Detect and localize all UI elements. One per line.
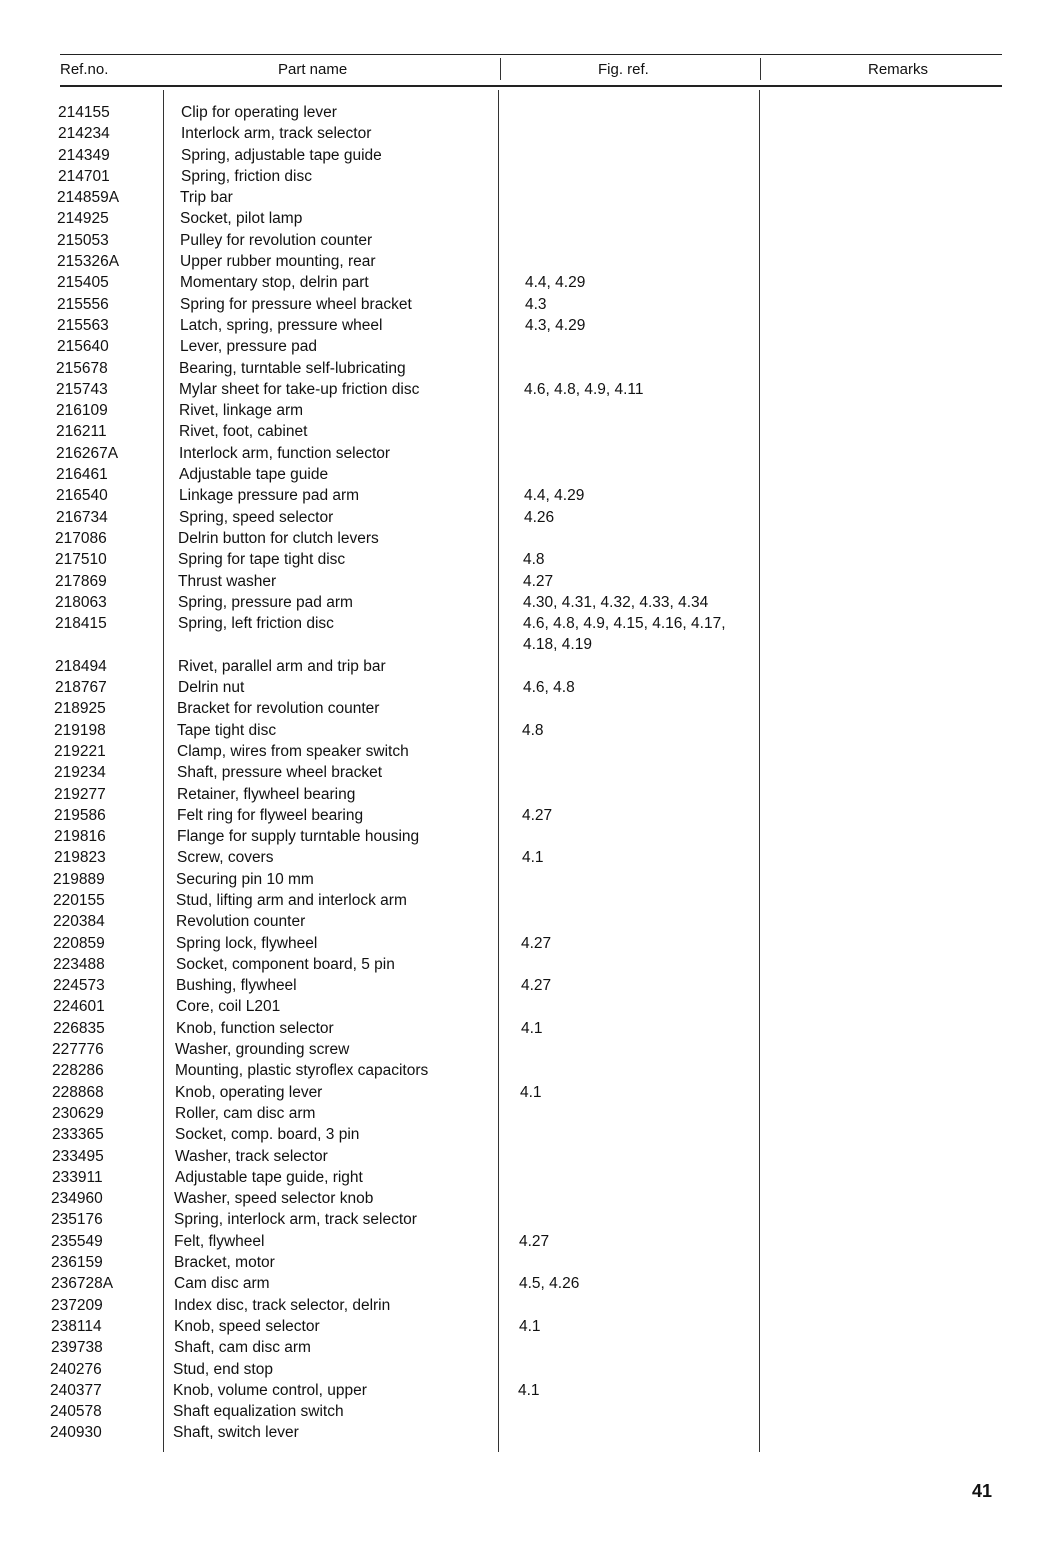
ref-cell: 215326A (57, 253, 120, 271)
part-name-cell: Bushing, flywheel (176, 977, 297, 995)
ref-cell: 218063 (55, 593, 107, 611)
ref-cell: 220384 (53, 913, 105, 931)
ref-cell: 236159 (51, 1254, 103, 1272)
part-name-cell: Upper rubber mounting, rear (180, 253, 376, 271)
part-name-cell: Socket, comp. board, 3 pin (175, 1126, 360, 1144)
part-name-cell: Washer, track selector (175, 1147, 328, 1165)
part-name-cell: Latch, spring, pressure wheel (180, 316, 383, 334)
part-name-cell: Index disc, track selector, delrin (174, 1296, 391, 1314)
table-row (0, 911, 1054, 932)
table-row (0, 805, 1054, 826)
table-row (0, 549, 1054, 570)
fig-ref-cell: 4.8 (522, 721, 544, 739)
table-row (0, 251, 1054, 272)
table-row (0, 272, 1054, 293)
table-row (0, 1252, 1054, 1273)
part-name-cell: Mylar sheet for take-up friction disc (179, 380, 420, 398)
fig-ref-cell: 4.6, 4.8, 4.9, 4.15, 4.16, 4.17, 4.18, 4.19 (523, 615, 726, 654)
ref-cell: 240377 (50, 1381, 102, 1399)
ref-cell: 214925 (57, 210, 109, 228)
part-name-cell: Rivet, foot, cabinet (179, 423, 308, 441)
table-row (0, 336, 1054, 357)
ref-cell: 235549 (51, 1232, 103, 1250)
ref-cell: 220155 (53, 891, 105, 909)
table-row (0, 720, 1054, 741)
ref-cell: 219198 (54, 721, 106, 739)
part-name-cell: Core, coil L201 (176, 998, 281, 1016)
ref-cell: 218415 (55, 615, 107, 633)
parts-table (0, 102, 1054, 1444)
ref-cell: 240578 (50, 1403, 102, 1421)
table-row (0, 208, 1054, 229)
part-name-cell: Shaft equalization switch (173, 1403, 344, 1421)
table-row (0, 1209, 1054, 1230)
part-name-cell: Felt ring for flyweel bearing (177, 806, 364, 824)
table-row (0, 592, 1054, 613)
table-row (0, 1060, 1054, 1081)
part-name-cell: Knob, operating lever (175, 1083, 323, 1101)
part-name-cell: Mounting, plastic styroflex capacitors (175, 1062, 429, 1080)
part-name-cell: Retainer, flywheel bearing (177, 785, 356, 803)
part-name-cell: Momentary stop, delrin part (180, 274, 369, 292)
table-row (0, 294, 1054, 315)
header-ref-no: Ref.no. (60, 61, 109, 78)
ref-cell: 214234 (58, 125, 110, 143)
part-name-cell: Roller, cam disc arm (175, 1104, 316, 1122)
ref-cell: 215405 (57, 274, 109, 292)
part-name-cell: Cam disc arm (174, 1275, 270, 1293)
ref-cell: 216734 (56, 508, 108, 526)
part-name-cell: Spring for tape tight disc (178, 551, 346, 569)
ref-cell: 239738 (51, 1339, 103, 1357)
table-row (0, 358, 1054, 379)
table-row (0, 698, 1054, 719)
part-name-cell: Spring, pressure pad arm (178, 593, 353, 611)
fig-ref-cell: 4.1 (521, 1019, 543, 1037)
fig-ref-cell: 4.3 (525, 295, 547, 313)
part-name-cell: Interlock arm, function selector (179, 444, 391, 462)
ref-cell: 217510 (55, 551, 107, 569)
table-row (0, 1401, 1054, 1422)
ref-cell: 240276 (50, 1360, 102, 1378)
ref-cell: 220859 (53, 934, 105, 952)
table-row (0, 1167, 1054, 1188)
fig-ref-cell: 4.27 (523, 572, 554, 590)
part-name-cell: Bracket for revolution counter (177, 700, 380, 718)
fig-ref-cell: 4.4, 4.29 (524, 487, 585, 505)
ref-cell: 215640 (57, 338, 109, 356)
ref-cell: 216109 (56, 402, 108, 420)
header-part-name: Part name (278, 61, 348, 78)
part-name-cell: Stud, lifting arm and interlock arm (176, 891, 407, 909)
part-name-cell: Flange for supply turntable housing (177, 828, 420, 846)
part-name-cell: Socket, pilot lamp (180, 210, 303, 228)
fig-ref-cell: 4.30, 4.31, 4.32, 4.33, 4.34 (523, 593, 709, 611)
table-row (0, 656, 1054, 677)
part-name-cell: Stud, end stop (173, 1360, 273, 1378)
fig-ref-cell: 4.6, 4.8 (523, 679, 575, 697)
fig-ref-cell: 4.5, 4.26 (519, 1275, 580, 1293)
fig-ref-cell: 4.27 (519, 1232, 550, 1250)
table-row (0, 315, 1054, 336)
ref-cell: 223488 (53, 955, 105, 973)
table-row (0, 1337, 1054, 1358)
table-row (0, 741, 1054, 762)
table-row (0, 1018, 1054, 1039)
table-row (0, 1316, 1054, 1337)
table-row (0, 869, 1054, 890)
ref-cell: 224601 (53, 998, 105, 1016)
part-name-cell: Adjustable tape guide, right (175, 1168, 363, 1186)
ref-cell: 219221 (54, 742, 106, 760)
ref-cell: 216267A (56, 444, 119, 462)
ref-cell: 237209 (51, 1296, 103, 1314)
table-row (0, 890, 1054, 911)
part-name-cell: Spring lock, flywheel (176, 934, 318, 952)
ref-cell: 219889 (53, 870, 105, 888)
part-name-cell: Knob, volume control, upper (173, 1381, 367, 1399)
fig-ref-cell: 4.1 (518, 1381, 540, 1399)
table-row (0, 1103, 1054, 1124)
table-row (0, 784, 1054, 805)
table-row (0, 677, 1054, 698)
table-row (0, 400, 1054, 421)
part-name-cell: Rivet, linkage arm (179, 402, 304, 420)
part-name-cell: Spring, friction disc (181, 167, 312, 185)
fig-ref-cell: 4.6, 4.8, 4.9, 4.11 (524, 380, 644, 398)
table-row (0, 954, 1054, 975)
table-row (0, 1039, 1054, 1060)
part-name-cell: Trip bar (180, 189, 233, 207)
ref-cell: 219816 (54, 828, 106, 846)
part-name-cell: Adjustable tape guide (179, 466, 329, 484)
fig-ref-cell: 4.27 (521, 977, 552, 995)
ref-cell: 219586 (54, 806, 106, 824)
ref-cell: 240930 (50, 1424, 102, 1442)
part-name-cell: Clamp, wires from speaker switch (177, 742, 409, 760)
table-row (0, 187, 1054, 208)
ref-cell: 230629 (52, 1104, 104, 1122)
part-name-cell: Clip for operating lever (181, 104, 337, 121)
table-row (0, 933, 1054, 954)
table-row (0, 762, 1054, 783)
table-row (0, 1188, 1054, 1209)
table-row (0, 166, 1054, 187)
ref-cell: 215563 (57, 316, 109, 334)
part-name-cell: Interlock arm, track selector (181, 125, 372, 143)
table-row (0, 1231, 1054, 1252)
ref-cell: 228868 (52, 1083, 104, 1101)
ref-cell: 215556 (57, 295, 109, 313)
part-name-cell: Revolution counter (176, 913, 306, 931)
table-row (0, 102, 1054, 123)
ref-cell: 218494 (55, 657, 107, 675)
table-row (0, 464, 1054, 485)
ref-cell: 219234 (54, 764, 106, 782)
header-divider-remarks (760, 58, 761, 80)
ref-cell: 217086 (55, 529, 107, 547)
part-name-cell: Spring, speed selector (179, 508, 334, 526)
ref-cell: 233365 (52, 1126, 104, 1144)
ref-cell: 216461 (56, 466, 108, 484)
part-name-cell: Washer, speed selector knob (174, 1190, 374, 1208)
header-remarks: Remarks (868, 61, 929, 78)
table-row (0, 528, 1054, 549)
part-name-cell: Rivet, parallel arm and trip bar (178, 657, 386, 675)
header-fig-ref: Fig. ref. (598, 61, 649, 78)
ref-cell: 215678 (56, 359, 108, 377)
ref-cell: 215053 (57, 231, 109, 249)
table-row (0, 613, 1054, 656)
part-name-cell: Pulley for revolution counter (180, 231, 373, 249)
part-name-cell: Delrin button for clutch levers (178, 529, 379, 547)
table-row (0, 996, 1054, 1017)
part-name-cell: Spring, interlock arm, track selector (174, 1211, 417, 1229)
part-name-cell: Bearing, turntable self-lubricating (179, 359, 406, 377)
ref-cell: 215743 (56, 380, 108, 398)
part-name-cell: Felt, flywheel (174, 1232, 265, 1250)
table-row (0, 1380, 1054, 1401)
ref-cell: 217869 (55, 572, 107, 590)
part-name-cell: Tape tight disc (177, 721, 277, 739)
page-number: 41 (972, 1481, 993, 1501)
part-name-cell: Socket, component board, 5 pin (176, 955, 395, 973)
ref-cell: 214349 (58, 146, 110, 164)
ref-cell: 233911 (52, 1168, 103, 1186)
table-top-rule (60, 54, 1002, 55)
header-divider-fig (500, 58, 501, 80)
ref-cell: 233495 (52, 1147, 104, 1165)
table-row (0, 975, 1054, 996)
ref-cell: 235176 (51, 1211, 103, 1229)
table-row (0, 1124, 1054, 1145)
table-row (0, 1422, 1054, 1443)
ref-cell: 228286 (52, 1062, 104, 1080)
table-row (0, 485, 1054, 506)
fig-ref-cell: 4.27 (522, 806, 553, 824)
table-row (0, 230, 1054, 251)
table-row (0, 1273, 1054, 1294)
table-row (0, 123, 1054, 144)
part-name-cell: Lever, pressure pad (180, 338, 318, 356)
part-name-cell: Spring, adjustable tape guide (181, 146, 382, 164)
fig-ref-cell: 4.3, 4.29 (525, 316, 586, 334)
ref-cell: 219277 (54, 785, 106, 803)
table-row (0, 1146, 1054, 1167)
ref-cell: 224573 (53, 977, 105, 995)
ref-cell: 214701 (58, 167, 110, 185)
table-row (0, 1295, 1054, 1316)
ref-cell: 218767 (55, 679, 107, 697)
ref-cell: 214155 (58, 104, 110, 121)
fig-ref-cell: 4.27 (521, 934, 552, 952)
table-row (0, 145, 1054, 166)
fig-ref-cell: 4.4, 4.29 (525, 274, 586, 292)
part-name-cell: Shaft, pressure wheel bracket (177, 764, 383, 782)
table-row (0, 507, 1054, 528)
ref-cell: 214859A (57, 189, 120, 207)
part-name-cell: Bracket, motor (174, 1254, 275, 1272)
ref-cell: 216211 (56, 423, 107, 441)
fig-ref-cell: 4.8 (523, 551, 545, 569)
ref-cell: 236728A (51, 1275, 114, 1293)
table-row (0, 847, 1054, 868)
part-name-cell: Thrust washer (178, 572, 277, 590)
fig-ref-cell: 4.1 (522, 849, 544, 867)
fig-ref-cell: 4.1 (520, 1083, 542, 1101)
table-row (0, 1082, 1054, 1103)
ref-cell: 216540 (56, 487, 108, 505)
part-name-cell: Linkage pressure pad arm (179, 487, 360, 505)
table-row (0, 379, 1054, 400)
part-name-cell: Shaft, cam disc arm (174, 1339, 311, 1357)
part-name-cell: Washer, grounding screw (175, 1041, 350, 1059)
ref-cell: 234960 (51, 1190, 103, 1208)
table-row (0, 571, 1054, 592)
part-name-cell: Spring for pressure wheel bracket (180, 295, 412, 313)
table-row (0, 443, 1054, 464)
part-name-cell: Delrin nut (178, 679, 245, 697)
part-name-cell: Spring, left friction disc (178, 615, 334, 633)
table-row (0, 1359, 1054, 1380)
header-bottom-rule (60, 85, 1002, 87)
ref-cell: 227776 (52, 1041, 104, 1059)
table-row (0, 421, 1054, 442)
part-name-cell: Screw, covers (177, 849, 274, 867)
ref-cell: 238114 (51, 1317, 102, 1335)
fig-ref-cell: 4.26 (524, 508, 555, 526)
fig-ref-cell: 4.1 (519, 1317, 541, 1335)
part-name-cell: Knob, function selector (176, 1019, 334, 1037)
part-name-cell: Knob, speed selector (174, 1317, 320, 1335)
ref-cell: 219823 (54, 849, 106, 867)
part-name-cell: Shaft, switch lever (173, 1424, 299, 1442)
ref-cell: 218925 (54, 700, 106, 718)
ref-cell: 226835 (53, 1019, 105, 1037)
table-row (0, 826, 1054, 847)
part-name-cell: Securing pin 10 mm (176, 870, 314, 888)
